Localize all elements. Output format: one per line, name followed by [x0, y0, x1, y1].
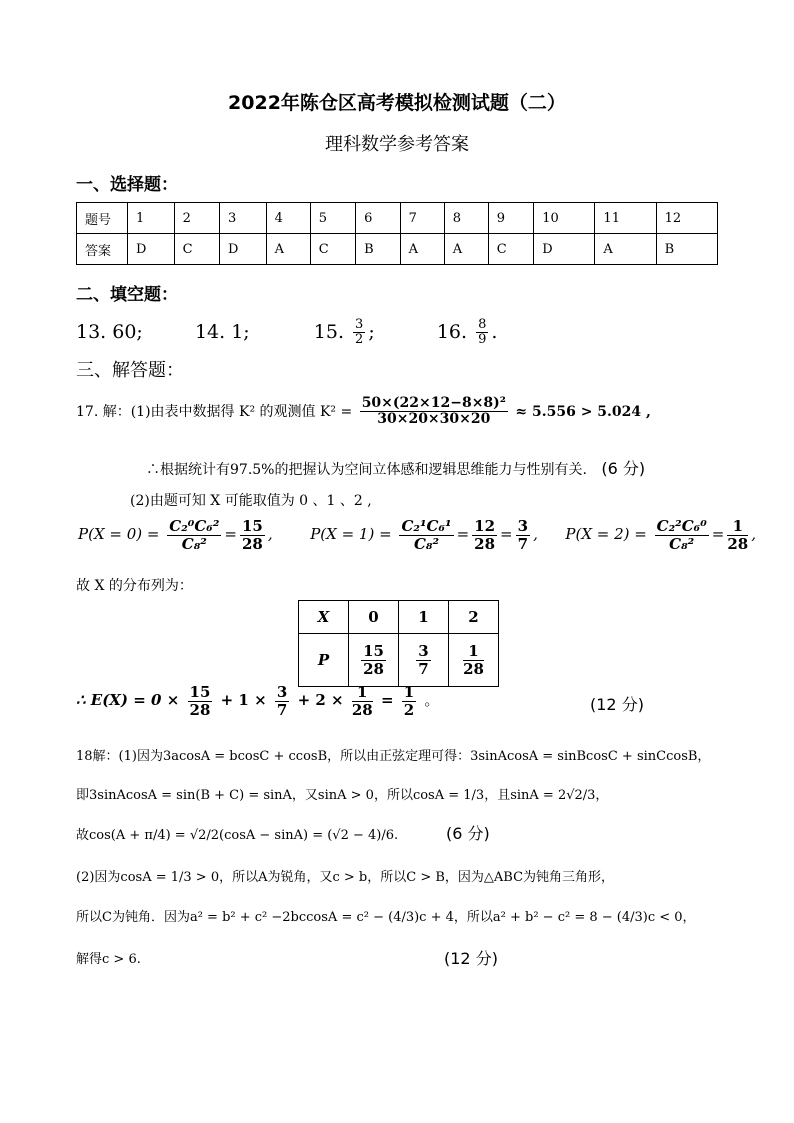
q17-probabilities: P(X = 0) = $\frac{\text{C₂⁰C₆²}}{\text{C₈²}}$ = $\frac{15}{28}$ , P(X = 1) = $\frac{\text{C₂¹C₆¹}}{\text{C₈²}}$ = $\frac{12}{28}$ = $\frac{3}{7}$ , P(X = 2) = $\frac{\text{C₂²C₆⁰}}{\text{C₈²}}$ = $\frac{1}{28}$ , — [78, 517, 757, 553]
table-cell: 11 — [595, 203, 656, 234]
q17-dist-label: 故 X 的分布列为： — [76, 578, 193, 594]
score-label: (6 分) — [601, 459, 646, 478]
fraction: $\frac{8}{9}$ — [478, 317, 487, 348]
q17-k-result: ≈ 5.556 > 5.024 , — [515, 403, 651, 420]
fraction: $\frac{1}{2}$ — [403, 683, 415, 719]
p2-lhs: P(X = 2) = — [565, 525, 647, 543]
page-subtitle: 理科数学参考答案 — [325, 134, 469, 155]
q17-conclusion-line — [146, 456, 645, 479]
score-label: (12 分) — [590, 695, 644, 714]
table-cell: 1 — [399, 601, 449, 634]
q17-expectation — [76, 684, 439, 718]
table-cell: 1 — [128, 203, 175, 234]
row-label: 答案 — [77, 234, 128, 265]
table-cell: D — [220, 234, 267, 265]
q18-line5: 所以C为钝角．因为a² = b² + c² −2bccosA = c² − (4/3)c + 4，所以a² + b² − c² = 8 − (4/3)c < 0， — [76, 910, 696, 925]
fraction: $\frac{3}{7}$ — [517, 517, 529, 553]
q18-line6: 解得c > 6. — [76, 952, 141, 967]
section-fill-heading: 二、填空题： — [76, 285, 178, 305]
fraction: $\frac{\text{C₂¹C₆¹}}{\text{C₈²}}$ — [401, 517, 452, 553]
fill-q15: 15. — [313, 320, 344, 343]
fraction: $\frac{1}{28}$ — [727, 517, 749, 553]
table-cell: 9 — [488, 203, 533, 234]
expect-part: ∴ E(X) = 0 × — [76, 691, 180, 709]
p1-lhs: P(X = 1) = — [310, 525, 392, 543]
table-cell: B — [356, 234, 401, 265]
punct: . — [491, 320, 498, 343]
fill-q13: 13. 60; — [76, 320, 143, 343]
fraction: $\frac{15}{28}$ — [241, 517, 263, 553]
table-cell: 8 — [444, 203, 488, 234]
q17-conclusion: ∴根据统计有97.5%的把握认为空间立体感和逻辑思维能力与性别有关. — [146, 462, 587, 478]
table-cell: X — [299, 601, 349, 634]
table-cell: 3 — [220, 203, 267, 234]
fraction: $\frac{3}{7}$ — [276, 683, 288, 719]
table-cell: 2 — [174, 203, 219, 234]
section-solve-heading: 三、解答题： — [76, 360, 184, 381]
row-label: 题号 — [77, 203, 128, 234]
fraction: $\frac{\text{C₂²C₆⁰}}{\text{C₈²}}$ — [656, 517, 707, 553]
q18-line3: 故cos(A + π/4) = √2/2(cosA − sinA) = (√2 − 4)/6. — [76, 828, 399, 843]
fill-answers — [76, 318, 497, 348]
table-cell: 12 — [656, 203, 717, 234]
table-cell: C — [310, 234, 355, 265]
table-cell: 4 — [266, 203, 310, 234]
expect-part: = — [380, 691, 394, 709]
q18-line1: 18解：(1)因为3acosA = bcosC + ccosB，所以由正弦定理可得：3sinAcosA = sinBcosC + sinCcosB， — [76, 749, 711, 764]
table-cell: 2 — [449, 601, 499, 634]
table-cell: 7 — [400, 203, 444, 234]
score-label: (12 分) — [444, 949, 498, 968]
section-choice-heading: 一、选择题： — [76, 175, 178, 195]
expect-end: 。 — [424, 691, 440, 709]
table-cell: A — [444, 234, 488, 265]
table-cell: 6 — [356, 203, 401, 234]
q18-line2: 即3sinAcosA = sin(B + C) = sinA，又sinA > 0，所以cosA = 1/3，且sinA = 2√2/3， — [76, 788, 609, 803]
fraction: $\frac{\text{C₂⁰C₆²}}{\text{C₈²}}$ — [169, 517, 220, 553]
expect-part: + 2 × — [297, 691, 344, 709]
table-cell: $\frac{3}{7}$ — [399, 634, 449, 687]
fill-q14: 14. 1; — [194, 320, 250, 343]
choice-answer-table — [76, 202, 718, 265]
table-cell: $\frac{15}{28}$ — [349, 634, 399, 687]
fraction: $\frac{3}{2}$ — [355, 317, 364, 348]
q17-line1 — [76, 396, 651, 428]
table-row — [299, 601, 499, 634]
table-cell: B — [656, 234, 717, 265]
table-cell: D — [128, 234, 175, 265]
q17-intro: 17. 解：(1)由表中数据得 K² 的观测值 K² = — [76, 403, 353, 420]
table-cell: C — [488, 234, 533, 265]
table-cell: D — [534, 234, 595, 265]
distribution-table — [298, 600, 499, 687]
table-cell: 0 — [349, 601, 399, 634]
q17-part2: (2)由题可知 X 可能取值为 0 、1 、2 , — [130, 493, 372, 509]
punct: ; — [368, 320, 375, 343]
fill-q16: 16. — [436, 320, 468, 343]
p0-lhs: P(X = 0) = — [78, 525, 160, 543]
table-cell: A — [595, 234, 656, 265]
table-cell: A — [266, 234, 310, 265]
table-cell: P — [299, 634, 349, 687]
table-row — [77, 203, 718, 234]
table-cell: $\frac{1}{28}$ — [449, 634, 499, 687]
fraction: $\frac{1}{28}$ — [351, 683, 373, 719]
fraction: $\frac{12}{28}$ — [474, 517, 496, 553]
page-title: 2022年陈仓区高考模拟检测试题（二） — [228, 92, 566, 114]
table-cell: A — [400, 234, 444, 265]
expect-part: + 1 × — [220, 691, 267, 709]
table-row — [299, 634, 499, 687]
table-row — [77, 234, 718, 265]
fraction: $\frac{15}{28}$ — [189, 683, 211, 719]
table-cell: 10 — [534, 203, 595, 234]
fraction: $\frac{\text{50×(22×12−8×8)²}}{30\times 20\times 30\times 20}$ — [361, 395, 506, 428]
q18-line4: (2)因为cosA = 1/3 > 0，所以A为锐角，又c > b，所以C > B，因为△ABC为钝角三角形， — [76, 870, 615, 885]
table-cell: C — [174, 234, 219, 265]
score-label: (6 分) — [446, 824, 490, 843]
table-cell: 5 — [310, 203, 355, 234]
